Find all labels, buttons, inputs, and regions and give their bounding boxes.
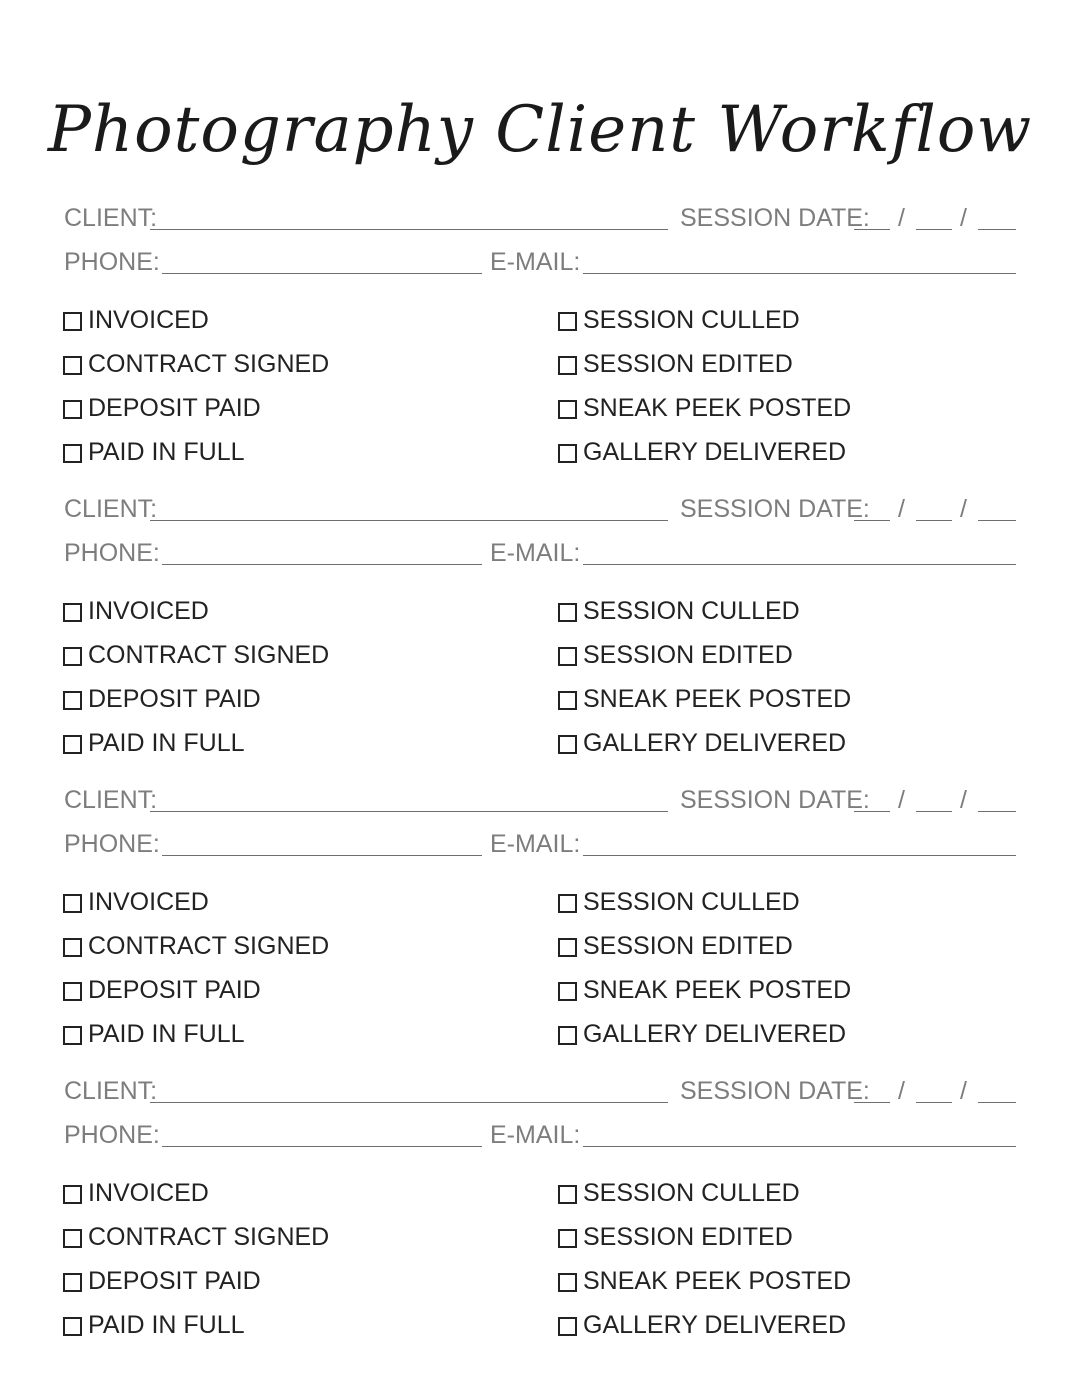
phone-label: PHONE: (64, 539, 160, 567)
checklist-item-label: SESSION CULLED (583, 888, 800, 916)
checkbox-icon[interactable] (558, 1026, 577, 1045)
session-date-label: SESSION DATE: (680, 1077, 870, 1105)
checkbox-icon[interactable] (558, 603, 577, 622)
checkbox-icon[interactable] (558, 938, 577, 957)
checkbox-icon[interactable] (558, 1273, 577, 1292)
session-date-day-field[interactable] (916, 1102, 952, 1103)
email-label: E-MAIL: (490, 539, 581, 567)
phone-field[interactable] (162, 1146, 482, 1147)
checklist-item-label: SESSION EDITED (583, 350, 793, 378)
checkbox-icon[interactable] (63, 647, 82, 666)
client-section (0, 493, 1080, 783)
checkbox-icon[interactable] (63, 1026, 82, 1045)
client-label: CLIENT: (64, 1077, 158, 1105)
session-date-month-field[interactable] (854, 520, 890, 521)
checkbox-icon[interactable] (63, 312, 82, 331)
checklist-item-label: GALLERY DELIVERED (583, 1311, 847, 1339)
checklist-item-label: PAID IN FULL (88, 438, 245, 466)
session-date-year-field[interactable] (978, 520, 1016, 521)
checklist-item-label: SNEAK PEEK POSTED (583, 394, 852, 422)
page-title: Photography Client Workflow (47, 93, 1033, 167)
checkbox-icon[interactable] (63, 735, 82, 754)
client-section (0, 1075, 1080, 1365)
date-separator: / (960, 495, 967, 523)
checkbox-icon[interactable] (558, 1185, 577, 1204)
email-field[interactable] (583, 273, 1016, 274)
checkbox-icon[interactable] (63, 894, 82, 913)
date-separator: / (960, 204, 967, 232)
client-row (64, 493, 1016, 525)
checklist-item-label: SNEAK PEEK POSTED (583, 685, 852, 713)
session-date-month-field[interactable] (854, 1102, 890, 1103)
checklist-item-label: DEPOSIT PAID (88, 685, 261, 713)
client-row (64, 1075, 1016, 1107)
checklist-item-label: DEPOSIT PAID (88, 394, 261, 422)
contact-row (64, 537, 1016, 569)
contact-row (64, 828, 1016, 860)
date-separator: / (898, 204, 905, 232)
client-label: CLIENT: (64, 204, 158, 232)
phone-label: PHONE: (64, 1121, 160, 1149)
checklist-item-label: INVOICED (88, 306, 209, 334)
contact-row (64, 246, 1016, 278)
checkbox-icon[interactable] (63, 982, 82, 1001)
checklist-item-label: INVOICED (88, 597, 209, 625)
checklist-item-label: SNEAK PEEK POSTED (583, 976, 852, 1004)
date-separator: / (960, 1077, 967, 1105)
checklist-item-label: INVOICED (88, 888, 209, 916)
session-date-year-field[interactable] (978, 811, 1016, 812)
client-label: CLIENT: (64, 495, 158, 523)
email-label: E-MAIL: (490, 248, 581, 276)
session-date-year-field[interactable] (978, 229, 1016, 230)
client-row (64, 784, 1016, 816)
date-separator: / (960, 786, 967, 814)
checkbox-icon[interactable] (63, 1317, 82, 1336)
checklist-item-label: PAID IN FULL (88, 1311, 245, 1339)
checklist-item-label: SESSION EDITED (583, 932, 793, 960)
email-field[interactable] (583, 1146, 1016, 1147)
checkbox-icon[interactable] (558, 735, 577, 754)
session-date-label: SESSION DATE: (680, 204, 870, 232)
checklist-item-label: SNEAK PEEK POSTED (583, 1267, 852, 1295)
checkbox-icon[interactable] (558, 647, 577, 666)
session-date-day-field[interactable] (916, 520, 952, 521)
date-separator: / (898, 1077, 905, 1105)
checkbox-icon[interactable] (63, 356, 82, 375)
checkbox-icon[interactable] (63, 1185, 82, 1204)
checkbox-icon[interactable] (63, 444, 82, 463)
checklist-item-label: INVOICED (88, 1179, 209, 1207)
date-separator: / (898, 495, 905, 523)
phone-label: PHONE: (64, 830, 160, 858)
client-row (64, 202, 1016, 234)
client-section (0, 784, 1080, 1074)
checklist-item-label: SESSION EDITED (583, 641, 793, 669)
checklist-item-label: SESSION CULLED (583, 597, 800, 625)
checklist-item-label: CONTRACT SIGNED (88, 350, 330, 378)
checklist-item-label: CONTRACT SIGNED (88, 1223, 330, 1251)
checklist-item-label: SESSION CULLED (583, 1179, 800, 1207)
checkbox-icon[interactable] (63, 938, 82, 957)
email-field[interactable] (583, 564, 1016, 565)
client-name-field[interactable] (150, 1102, 668, 1103)
checkbox-icon[interactable] (558, 400, 577, 419)
checkbox-icon[interactable] (63, 400, 82, 419)
session-date-month-field[interactable] (854, 811, 890, 812)
checklist-item-label: CONTRACT SIGNED (88, 641, 330, 669)
checkbox-icon[interactable] (558, 312, 577, 331)
checklist-item-label: SESSION CULLED (583, 306, 800, 334)
checkbox-icon[interactable] (558, 691, 577, 710)
checkbox-icon[interactable] (558, 444, 577, 463)
date-separator: / (898, 786, 905, 814)
phone-field[interactable] (162, 564, 482, 565)
email-field[interactable] (583, 855, 1016, 856)
session-date-month-field[interactable] (854, 229, 890, 230)
checkbox-icon[interactable] (558, 356, 577, 375)
checklist-item-label: GALLERY DELIVERED (583, 438, 847, 466)
checkbox-icon[interactable] (558, 1317, 577, 1336)
checklist-item-label: PAID IN FULL (88, 729, 245, 757)
checklist-item-label: DEPOSIT PAID (88, 976, 261, 1004)
client-name-field[interactable] (150, 520, 668, 521)
checkbox-icon[interactable] (63, 1229, 82, 1248)
checkbox-icon[interactable] (63, 691, 82, 710)
checkbox-icon[interactable] (558, 1229, 577, 1248)
email-label: E-MAIL: (490, 830, 581, 858)
session-date-year-field[interactable] (978, 1102, 1016, 1103)
checkbox-icon[interactable] (63, 1273, 82, 1292)
checkbox-icon[interactable] (558, 894, 577, 913)
phone-field[interactable] (162, 855, 482, 856)
checklist-item-label: SESSION EDITED (583, 1223, 793, 1251)
checklist-item-label: GALLERY DELIVERED (583, 1020, 847, 1048)
email-label: E-MAIL: (490, 1121, 581, 1149)
checklist-item-label: GALLERY DELIVERED (583, 729, 847, 757)
client-label: CLIENT: (64, 786, 158, 814)
phone-field[interactable] (162, 273, 482, 274)
checklist-item-label: PAID IN FULL (88, 1020, 245, 1048)
client-name-field[interactable] (150, 229, 668, 230)
session-date-label: SESSION DATE: (680, 495, 870, 523)
client-section (0, 202, 1080, 492)
checklist-item-label: CONTRACT SIGNED (88, 932, 330, 960)
phone-label: PHONE: (64, 248, 160, 276)
checkbox-icon[interactable] (63, 603, 82, 622)
client-name-field[interactable] (150, 811, 668, 812)
checkbox-icon[interactable] (558, 982, 577, 1001)
session-date-day-field[interactable] (916, 229, 952, 230)
session-date-day-field[interactable] (916, 811, 952, 812)
session-date-label: SESSION DATE: (680, 786, 870, 814)
contact-row (64, 1119, 1016, 1151)
checklist-item-label: DEPOSIT PAID (88, 1267, 261, 1295)
